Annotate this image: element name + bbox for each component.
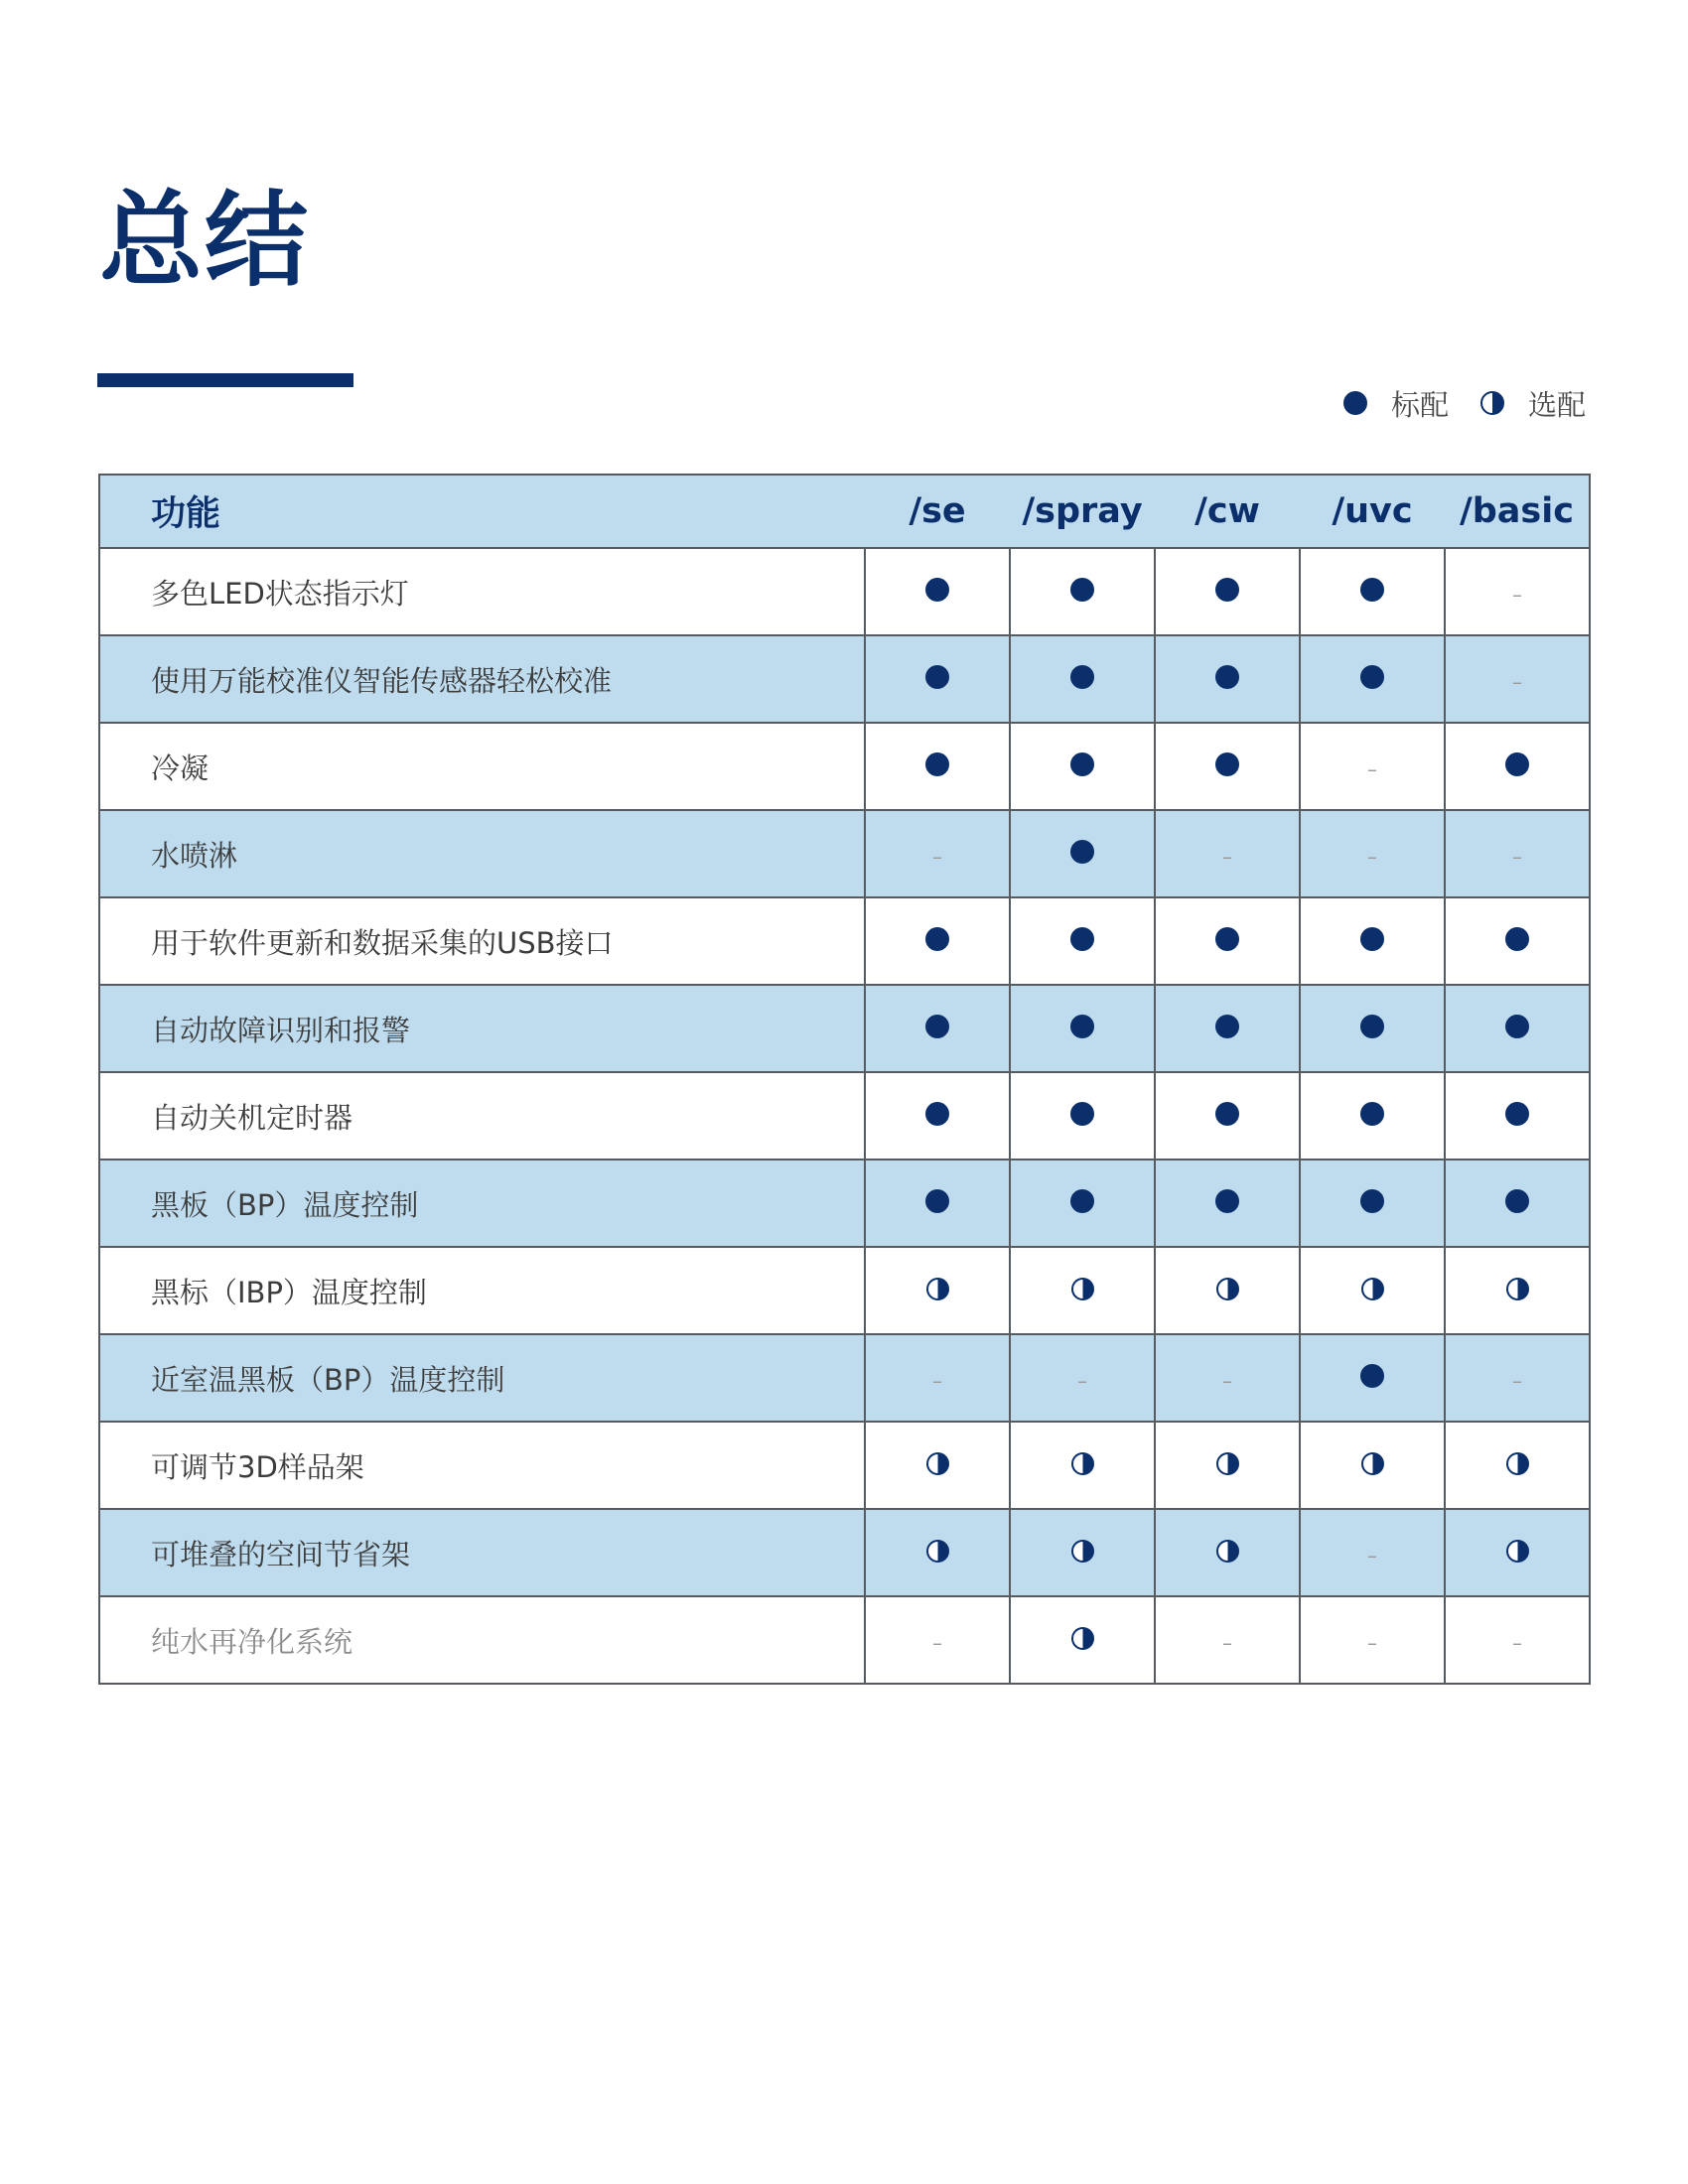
full-dot-icon	[1070, 1015, 1094, 1038]
half-dot-icon	[1506, 1540, 1529, 1563]
availability-cell	[1300, 1160, 1445, 1247]
full-dot-icon	[1505, 1102, 1529, 1126]
availability-cell	[1445, 635, 1590, 723]
dash-symbol: –	[1512, 845, 1522, 869]
dash-symbol: –	[1367, 845, 1377, 869]
availability-cell	[865, 810, 1010, 897]
half-dot-icon	[1216, 1452, 1239, 1475]
availability-cell	[1155, 1072, 1300, 1160]
full-dot-icon	[1343, 391, 1367, 415]
availability-cell	[1155, 1247, 1300, 1334]
half-dot-icon	[1071, 1540, 1094, 1563]
table-header-row	[99, 475, 1590, 548]
page-title: 总结	[99, 180, 311, 301]
availability-cell	[1445, 1334, 1590, 1422]
half-dot-icon	[926, 1278, 949, 1300]
availability-cell	[1300, 1072, 1445, 1160]
feature-cell: 可堆叠的空间节省架	[99, 1509, 865, 1596]
half-dot-icon	[1506, 1452, 1529, 1475]
availability-cell	[1155, 1334, 1300, 1422]
full-dot-icon	[1215, 752, 1239, 776]
full-dot-icon	[1070, 840, 1094, 864]
availability-cell	[1010, 1422, 1155, 1509]
legend	[1343, 383, 1586, 423]
model-column-header: /se	[865, 475, 1010, 548]
full-dot-icon	[925, 1189, 949, 1213]
table-row	[99, 1247, 1590, 1334]
availability-cell	[865, 1422, 1010, 1509]
legend-item-optional	[1480, 383, 1586, 424]
availability-cell	[865, 1247, 1010, 1334]
availability-cell	[1010, 1509, 1155, 1596]
availability-cell	[865, 1596, 1010, 1684]
full-dot-icon	[925, 1102, 949, 1126]
feature-cell: 黑标（IBP）温度控制	[99, 1247, 865, 1334]
availability-cell	[1155, 723, 1300, 810]
half-dot-icon	[1216, 1278, 1239, 1300]
dash-symbol: –	[1367, 757, 1377, 781]
availability-cell	[1155, 985, 1300, 1072]
availability-cell	[1300, 1422, 1445, 1509]
half-dot-icon	[1071, 1278, 1094, 1300]
full-dot-icon	[1215, 1102, 1239, 1126]
table-row	[99, 635, 1590, 723]
table-row	[99, 723, 1590, 810]
full-dot-icon	[1215, 927, 1239, 951]
availability-cell	[1445, 1596, 1590, 1684]
availability-cell	[1445, 723, 1590, 810]
model-column-header: /spray	[1010, 475, 1155, 548]
availability-cell	[1155, 810, 1300, 897]
availability-cell	[1300, 810, 1445, 897]
availability-cell	[865, 1334, 1010, 1422]
availability-cell	[865, 985, 1010, 1072]
table-row	[99, 548, 1590, 635]
full-dot-icon	[1215, 665, 1239, 689]
dash-symbol: –	[1512, 1631, 1522, 1655]
availability-cell	[1300, 723, 1445, 810]
half-dot-icon	[1480, 391, 1504, 415]
feature-cell: 水喷淋	[99, 810, 865, 897]
full-dot-icon	[1360, 578, 1384, 602]
full-dot-icon	[1505, 927, 1529, 951]
feature-cell: 黑板（BP）温度控制	[99, 1160, 865, 1247]
availability-cell	[865, 723, 1010, 810]
availability-cell	[1300, 897, 1445, 985]
full-dot-icon	[1360, 1189, 1384, 1213]
availability-cell	[1445, 1509, 1590, 1596]
availability-cell	[1300, 635, 1445, 723]
availability-cell	[1010, 548, 1155, 635]
full-dot-icon	[1070, 752, 1094, 776]
dash-symbol: –	[1512, 583, 1522, 607]
full-dot-icon	[925, 578, 949, 602]
availability-cell	[1010, 897, 1155, 985]
full-dot-icon	[1215, 1189, 1239, 1213]
full-dot-icon	[1505, 752, 1529, 776]
dash-symbol: –	[1512, 1369, 1522, 1393]
feature-cell: 近室温黑板（BP）温度控制	[99, 1334, 865, 1422]
availability-cell	[865, 548, 1010, 635]
feature-cell: 可调节3D样品架	[99, 1422, 865, 1509]
table-row	[99, 1160, 1590, 1247]
availability-cell	[1010, 635, 1155, 723]
half-dot-icon	[1071, 1627, 1094, 1650]
full-dot-icon	[1215, 1015, 1239, 1038]
full-dot-icon	[1070, 665, 1094, 689]
full-dot-icon	[1360, 1364, 1384, 1388]
full-dot-icon	[1360, 927, 1384, 951]
availability-cell	[1300, 1247, 1445, 1334]
model-column-header: /uvc	[1300, 475, 1445, 548]
dash-symbol: –	[932, 1631, 942, 1655]
table-row	[99, 1334, 1590, 1422]
dash-symbol: –	[1222, 1369, 1232, 1393]
half-dot-icon	[1071, 1452, 1094, 1475]
full-dot-icon	[925, 665, 949, 689]
availability-cell	[1010, 1072, 1155, 1160]
feature-cell: 用于软件更新和数据采集的USB接口	[99, 897, 865, 985]
availability-cell	[1445, 1160, 1590, 1247]
availability-cell	[1300, 548, 1445, 635]
feature-column-header: 功能	[99, 475, 865, 548]
availability-cell	[865, 897, 1010, 985]
availability-cell	[1155, 897, 1300, 985]
dash-symbol: –	[1222, 1631, 1232, 1655]
availability-cell	[865, 635, 1010, 723]
full-dot-icon	[1215, 578, 1239, 602]
full-dot-icon	[925, 752, 949, 776]
availability-cell	[1300, 985, 1445, 1072]
feature-cell: 纯水再净化系统	[99, 1596, 865, 1684]
dash-symbol: –	[932, 845, 942, 869]
table-row	[99, 1072, 1590, 1160]
full-dot-icon	[1505, 1015, 1529, 1038]
table-row	[99, 1422, 1590, 1509]
availability-cell	[1155, 635, 1300, 723]
title-underline	[97, 373, 353, 387]
half-dot-icon	[926, 1540, 949, 1563]
availability-cell	[1155, 1509, 1300, 1596]
legend-label-optional: 选配	[1527, 387, 1586, 422]
availability-cell	[1010, 723, 1155, 810]
half-dot-icon	[926, 1452, 949, 1475]
half-dot-icon	[1361, 1452, 1384, 1475]
availability-cell	[1155, 1596, 1300, 1684]
table-row	[99, 1509, 1590, 1596]
half-dot-icon	[1361, 1278, 1384, 1300]
availability-cell	[1010, 1596, 1155, 1684]
full-dot-icon	[1360, 1015, 1384, 1038]
feature-cell: 使用万能校准仪智能传感器轻松校准	[99, 635, 865, 723]
full-dot-icon	[1070, 1102, 1094, 1126]
availability-cell	[1010, 1334, 1155, 1422]
availability-cell	[865, 1160, 1010, 1247]
availability-cell	[1445, 897, 1590, 985]
feature-cell: 多色LED状态指示灯	[99, 548, 865, 635]
half-dot-icon	[1506, 1278, 1529, 1300]
dash-symbol: –	[1367, 1631, 1377, 1655]
availability-cell	[1155, 548, 1300, 635]
model-column-header: /cw	[1155, 475, 1300, 548]
availability-cell	[865, 1072, 1010, 1160]
table-row	[99, 810, 1590, 897]
table-body	[99, 548, 1590, 1684]
feature-comparison-table	[98, 474, 1591, 1685]
availability-cell	[1010, 1247, 1155, 1334]
half-dot-icon	[1216, 1540, 1239, 1563]
legend-label-standard: 标配	[1390, 387, 1449, 422]
availability-cell	[1445, 985, 1590, 1072]
availability-cell	[1155, 1160, 1300, 1247]
full-dot-icon	[1505, 1189, 1529, 1213]
availability-cell	[1010, 985, 1155, 1072]
availability-cell	[1300, 1596, 1445, 1684]
dash-symbol: –	[1367, 1544, 1377, 1568]
feature-cell: 自动故障识别和报警	[99, 985, 865, 1072]
full-dot-icon	[925, 927, 949, 951]
dash-symbol: –	[932, 1369, 942, 1393]
dash-symbol: –	[1077, 1369, 1087, 1393]
table-row	[99, 1596, 1590, 1684]
availability-cell	[1445, 1422, 1590, 1509]
availability-cell	[1010, 1160, 1155, 1247]
dash-symbol: –	[1222, 845, 1232, 869]
legend-item-standard	[1343, 383, 1449, 424]
availability-cell	[1445, 1072, 1590, 1160]
availability-cell	[1300, 1334, 1445, 1422]
dash-symbol: –	[1512, 670, 1522, 694]
full-dot-icon	[1070, 578, 1094, 602]
table-row	[99, 985, 1590, 1072]
feature-cell: 自动关机定时器	[99, 1072, 865, 1160]
full-dot-icon	[1070, 927, 1094, 951]
full-dot-icon	[925, 1015, 949, 1038]
full-dot-icon	[1070, 1189, 1094, 1213]
availability-cell	[865, 1509, 1010, 1596]
table-row	[99, 897, 1590, 985]
availability-cell	[1445, 810, 1590, 897]
feature-cell: 冷凝	[99, 723, 865, 810]
model-column-header: /basic	[1445, 475, 1590, 548]
availability-cell	[1445, 548, 1590, 635]
availability-cell	[1010, 810, 1155, 897]
availability-cell	[1445, 1247, 1590, 1334]
full-dot-icon	[1360, 665, 1384, 689]
full-dot-icon	[1360, 1102, 1384, 1126]
availability-cell	[1155, 1422, 1300, 1509]
availability-cell	[1300, 1509, 1445, 1596]
